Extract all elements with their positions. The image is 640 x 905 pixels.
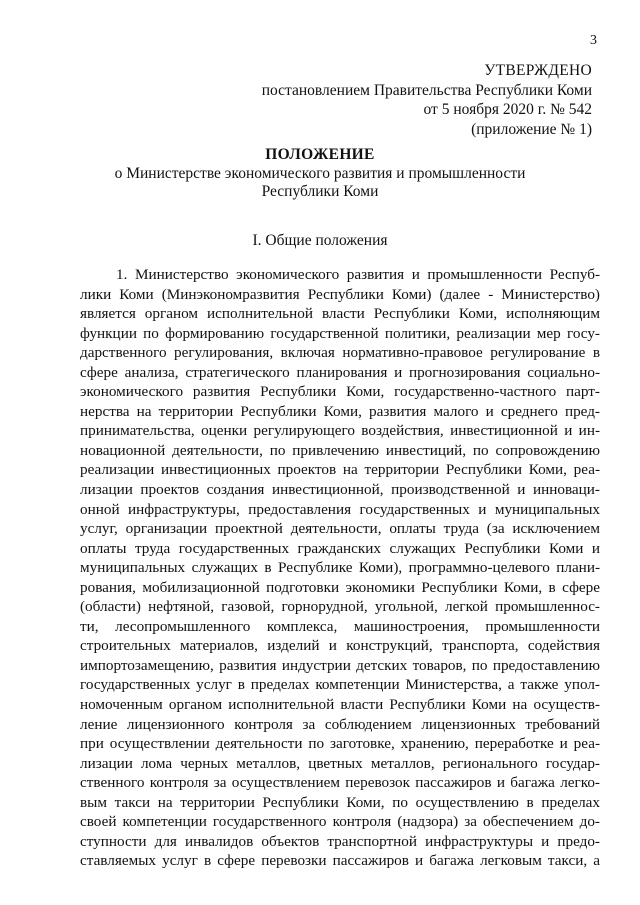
paragraph-line: лизации проектов создания инвестиционной, производственной и инноваци-	[80, 481, 600, 499]
paragraph-line: услуг, организации проектной деятельности, оплаты труда (за исключением	[80, 520, 600, 538]
paragraph-line: номоченным органом исполнительной власти Республики Коми на осуществ-	[80, 696, 600, 714]
approval-heading: УТВЕРЖДЕНО	[484, 62, 592, 79]
section-heading: I. Общие положения	[252, 232, 388, 249]
paragraph-line: лики Коми (Минэкономразвития Республики Коми) (далее - Министерство)	[80, 285, 600, 303]
paragraph-line: рования, мобилизационной подготовки экономики Республики Коми, в сфере	[80, 578, 600, 596]
paragraph-line: ставляемых услуг в сфере перевозки пассажиров и багажа легковым такси, а	[80, 852, 600, 870]
paragraph-line: экономического развития Республики Коми, государственно-частного парт-	[80, 383, 600, 401]
document-subtitle-line-1: о Министерстве экономического развития и промышленности	[114, 164, 526, 182]
paragraph-line: сфере анализа, стратегического планирования и прогнозирования социально-	[80, 363, 600, 381]
paragraph-line: нерства на территории Республики Коми, развития малого и среднего пред-	[80, 402, 600, 420]
paragraph-line: 1. Министерство экономического развития и промышленности Респуб-	[116, 266, 600, 283]
paragraph-line: при осуществлении деятельности по заготовке, хранению, переработке и реа-	[80, 735, 600, 753]
approval-stamp-block	[262, 61, 592, 139]
page-number: 3	[590, 33, 597, 48]
paragraph-line: ступности для инвалидов объектов транспортной инфраструктуры и предо-	[80, 832, 600, 850]
paragraph-line: импортозамещению, развития индустрии детских товаров, по предоставлению	[80, 656, 600, 674]
approval-line-2: от 5 ноября 2020 г. № 542	[423, 101, 592, 118]
paragraph-line: ление лицензионного контроля за соблюдением лицензионных требований	[80, 715, 600, 733]
document-subtitle-line-2: Республики Коми	[261, 183, 379, 200]
paragraph-line: ственного контроля за осуществлением перевозок пассажиров и багажа легко-	[80, 774, 600, 792]
paragraph-line: онной инфраструктуры, предоставления государственных и муниципальных	[80, 500, 600, 518]
document-title: ПОЛОЖЕНИЕ	[265, 146, 375, 163]
paragraph-line: строительных материалов, изделий и конструкций, транспорта, содействия	[80, 637, 600, 655]
paragraph-line: функции по формированию государственной политики, реализации мер госу-	[80, 324, 600, 342]
paragraph-line: муниципальных служащих в Республике Коми), программно-целевого плани-	[80, 559, 600, 577]
approval-line-1: постановлением Правительства Республики Коми	[261, 81, 592, 99]
paragraph-line: вым такси на территории Республики Коми, по осуществлению в пределах	[80, 793, 600, 811]
paragraph-line: оплаты труда государственных гражданских служащих Республики Коми и	[80, 539, 600, 557]
paragraph-line: лизации лома черных металлов, цветных металлов, регионального государ-	[80, 754, 600, 772]
paragraph-line: своей компетенции государственного контроля (надзора) за обеспечением до-	[80, 813, 600, 831]
paragraph-body	[80, 265, 600, 871]
paragraph-line: дарственного регулирования, включая нормативно-правовое регулирование в	[80, 344, 600, 362]
paragraph-line: государственных услуг в пределах компетенции Министерства, а также упол-	[80, 676, 600, 694]
paragraph-line: принимательства, оценки регулирующего воздействия, инвестиционной и ин-	[80, 422, 600, 440]
paragraph-line: является органом исполнительной власти Республики Коми, исполняющим	[80, 305, 600, 323]
paragraph-line: (области) нефтяной, газовой, горнорудной, угольной, легкой промышленнос-	[80, 598, 600, 616]
document-title-block	[0, 146, 640, 202]
paragraph-line: новационной деятельности, по привлечению инвестиций, по сопровождению	[80, 441, 600, 459]
paragraph-line: реализации инвестиционных проектов на территории Республики Коми, реа-	[80, 461, 600, 479]
approval-line-3: (приложение № 1)	[471, 120, 592, 138]
paragraph-line: ти, лесопромышленного комплекса, машиностроения, промышленности	[80, 617, 600, 635]
